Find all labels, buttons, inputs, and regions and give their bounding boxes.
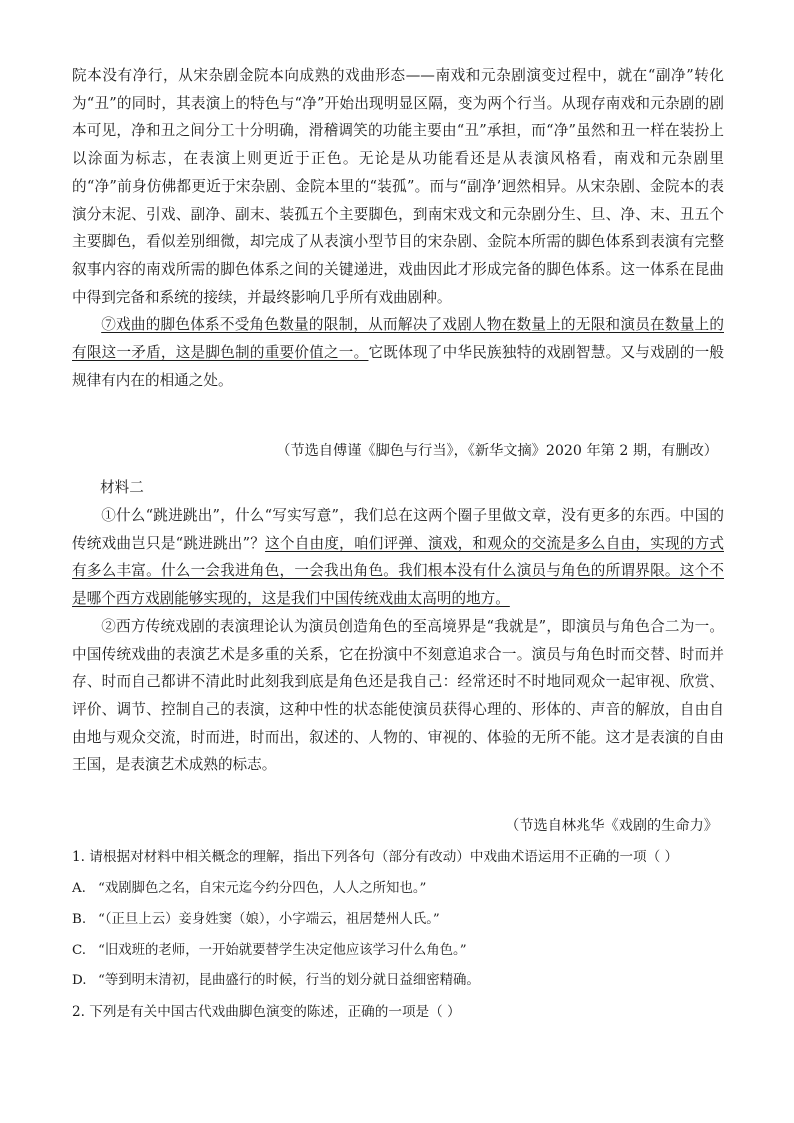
source-citation-2: （节选自林兆华《戏剧的生命力》 (505, 818, 718, 834)
source-citation-1: （节选自傅谨《脚色与行当》，《新华文摘》2020 年第 2 期，有删改） (276, 443, 718, 459)
paragraph-7-rest: 它既体现了中华民族独特的戏剧智慧。又与戏剧的一般规律有内在的相通之处。 (72, 344, 724, 389)
question-2-stem: 2. 下列是有关中国古代戏曲脚色演变的陈述，正确的一项是（ ） (72, 1004, 461, 1020)
paragraph-continued: 院本没有净行，从宋杂剧金院本向成熟的戏曲形态——南戏和元杂剧演变过程中，就在“副净”转化为“丑”的同时，其表演上的特色与“净”开始出现明显区隔，变为两个行当。从现存南戏和元杂剧的剧本可见，净和丑之间分工十分明确，滑稽调笑的功能主要由“丑”承担，而“净”虽然和丑一样在装扮上以涂面为标志，在表演上则更近于正色。无论是从功能看还是从表演风格看，南戏和元杂剧里的“净”前身仿佛都更近于宋杂剧、金院本里的“装孤”。而与“副净’迥然相异。从宋杂剧、金院本的表演分末泥、引戏、副净、副末、装孤五个主要脚色，到南宋戏文和元杂剧分生、旦、净、末、丑五个主要脚色，看似差别细微，却完成了从表演小型节目的宋杂剧、金院本所需的脚色体系到表演有完整叙事内容的南戏所需的脚色体系之间的关键递进，戏曲因此才形成完备的脚色体系。这一体系在昆曲中得到完备和系统的接续，并最终影响几乎所有戏曲剧种。 (72, 67, 724, 306)
material-2-paragraph-2: ②西方传统戏剧的表演理论认为演员创造角色的至高境界是“我就是”，即演员与角色合二为一。中国传统戏曲的表演艺术是多重的关系，它在扮演中不刻意追求合一。演员与角色时而交替、时而并存、时而自己都讲不清此时此刻我到底是角色还是我自己：经常还时不时地同观众一起审视、欣赏、评价、调节、控制自己的表演，这种中性的状态能使演员获得心理的、形体的、声音的解放，自由自由地与观众交流，时而进，时而出，叙述的、人物的、审视的、体验的无所不能。这才是表演的自由王国，是表演艺术成熟的标志。 (72, 617, 724, 774)
paragraph-7 (72, 311, 724, 394)
question-1-stem: 1. 请根据对材料中相关概念的理解，指出下列各句（部分有改动）中戏曲术语运用不正确的一项（ ） (72, 849, 679, 865)
question-1-option-a (72, 879, 724, 899)
material-2-para-1-underlined: 这个自由度，咱们评弹、演戏，和观众的交流是多么自由，实现的方式有多么丰富。什么一会我进角色，一会我出角色。我们根本没有什么演员与角色的所谓界限。这个不是哪个西方戏剧能够实现的，这是我们中国传统戏曲太高明的地方。 (72, 534, 724, 608)
option-text: “等到明末清初，昆曲盛行的时候，行当的划分就日益细密精确。 (98, 973, 480, 988)
option-label: A. (72, 881, 86, 896)
option-label: D. (72, 973, 87, 988)
material-2-heading: 材料二 (100, 479, 144, 496)
question-1-option-b (72, 910, 724, 930)
question-1-option-c (72, 941, 724, 961)
option-text: “戏剧脚色之名，自宋元迄今约分四色，人人之所知也。” (98, 881, 427, 896)
question-1-option-d (72, 971, 724, 991)
option-text: “旧戏班的老师，一开始就要替学生决定他应该学习什么角色。” (98, 943, 467, 958)
option-label: C. (72, 943, 87, 958)
paragraph-7-underlined: ⑦戏曲的脚色体系不受角色数量的限制，从而解决了戏剧人物在数量上的无限和演员在数量上的有限这一矛盾，这是脚色制的重要价值之一。 (72, 316, 724, 362)
material-2-para-1-plain: ①什么“跳进跳出”，什么“写实写意”，我们总在这两个圈子里做文章，没有更多的东西。中国的传统戏曲岂只是“跳进跳出”？ (72, 507, 724, 552)
passage-top (72, 62, 724, 394)
option-label: B. (72, 912, 87, 927)
option-text: “（正旦上云）妾身姓窦（娘），小字端云，祖居楚州人氏。” (98, 912, 440, 927)
material-2-paragraph-1 (72, 502, 724, 613)
material-2-body (72, 502, 724, 779)
